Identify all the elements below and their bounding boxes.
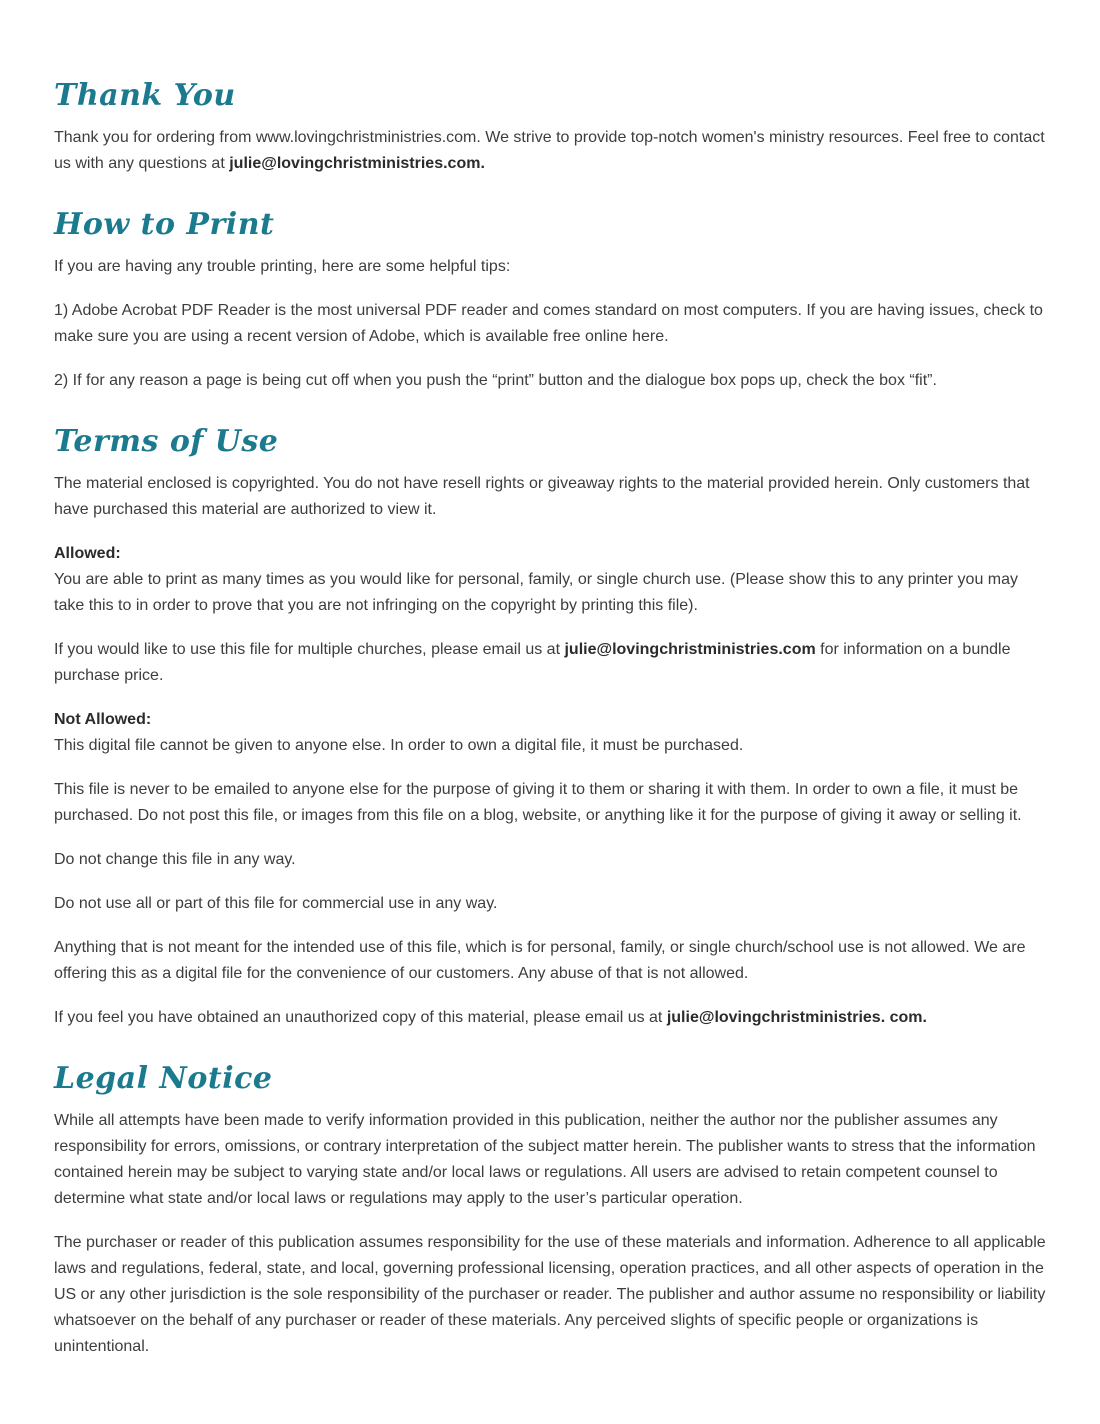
multiple-churches-email-bold: julie@lovingchristministries.com [564, 641, 816, 658]
multiple-churches-post: for information on a bundle purchase price. [54, 641, 1011, 684]
unauthorized-copy-paragraph [54, 1005, 1048, 1031]
thank-you-text: Thank you for ordering from www.lovingchristministries.com. We strive to provide top-notch women's ministry resources. Feel free to contact us with any questions at [54, 129, 1045, 172]
print-intro-paragraph: If you are having any trouble printing, here are some helpful tips: [54, 258, 511, 275]
multiple-churches-pre: If you would like to use this file for multiple churches, please email us at [54, 641, 565, 658]
multiple-churches-paragraph [54, 637, 1048, 689]
not-allowed-paragraph-3: Do not change this file in any way. [54, 851, 296, 868]
allowed-block [54, 541, 1048, 619]
section-heading-how-to-print: How to Print [54, 207, 275, 242]
print-tip-1-paragraph: 1) Adobe Acrobat PDF Reader is the most universal PDF reader and comes standard on most computers. If you are having issues, check to make sure you are using a recent version of Adobe, which is available free online here. [54, 302, 1043, 345]
unauthorized-copy-pre: If you feel you have obtained an unauthorized copy of this material, please email us at [54, 1009, 667, 1026]
not-allowed-label: Not Allowed: [54, 711, 152, 728]
terms-intro-paragraph: The material enclosed is copyrighted. You do not have resell rights or giveaway rights to the material provided herein. Only customers that have purchased this material are authorized to view it. [54, 475, 1030, 518]
allowed-text: You are able to print as many times as you would like for personal, family, or single church use. (Please show this to any printer you may take this to in order to prove that you are not infringing on the copyright by printing this file). [54, 571, 1019, 614]
thank-you-paragraph [54, 125, 1048, 177]
contact-email-bold: julie@lovingchristministries.com. [229, 155, 485, 172]
section-heading-legal-notice: Legal Notice [54, 1061, 273, 1096]
legal-paragraph-2: The purchaser or reader of this publication assumes responsibility for the use of these materials and information. Adherence to all applicable laws and regulations, federal, state, and local, governing professional licensing, operation practices, and all other aspects of operation in the US or any other jurisdiction is the sole responsibility of the purchaser or reader. The publisher and author assume no responsibility or liability whatsoever on the behalf of any purchaser or reader of these materials. Any perceived slights of specific people or organizations is unintentional. [54, 1234, 1046, 1355]
section-heading-terms-of-use: Terms of Use [54, 424, 279, 459]
unauthorized-copy-email-bold: julie@lovingchristministries. com. [666, 1009, 927, 1026]
not-allowed-paragraph-5: Anything that is not meant for the intended use of this file, which is for personal, family, or single church/school use is not allowed. We are offering this as a digital file for the convenience of our customers. Any abuse of that is not allowed. [54, 939, 1026, 982]
print-tip-2-paragraph: 2) If for any reason a page is being cut off when you push the “print” button and the dialogue box pops up, check the box “fit”. [54, 372, 937, 389]
not-allowed-text-1: This digital file cannot be given to anyone else. In order to own a digital file, it must be purchased. [54, 737, 744, 754]
not-allowed-paragraph-4: Do not use all or part of this file for commercial use in any way. [54, 895, 498, 912]
legal-paragraph-1: While all attempts have been made to verify information provided in this publication, neither the author nor the publisher assumes any responsibility for errors, omissions, or contrary interpretation of the subject matter herein. The publisher wants to stress that the information contained herein may be subject to varying state and/or local laws or regulations. All users are advised to retain competent counsel to determine what state and/or local laws or regulations may apply to the user’s particular operation. [54, 1112, 1036, 1207]
not-allowed-block [54, 707, 1048, 759]
section-heading-thank-you: Thank You [54, 78, 236, 113]
allowed-label: Allowed: [54, 545, 121, 562]
not-allowed-paragraph-2: This file is never to be emailed to anyone else for the purpose of giving it to them or sharing it with them. In order to own a file, it must be purchased. Do not post this file, or images from this file on a blog, website, or anything like it for the purpose of giving it away or selling it. [54, 781, 1022, 824]
